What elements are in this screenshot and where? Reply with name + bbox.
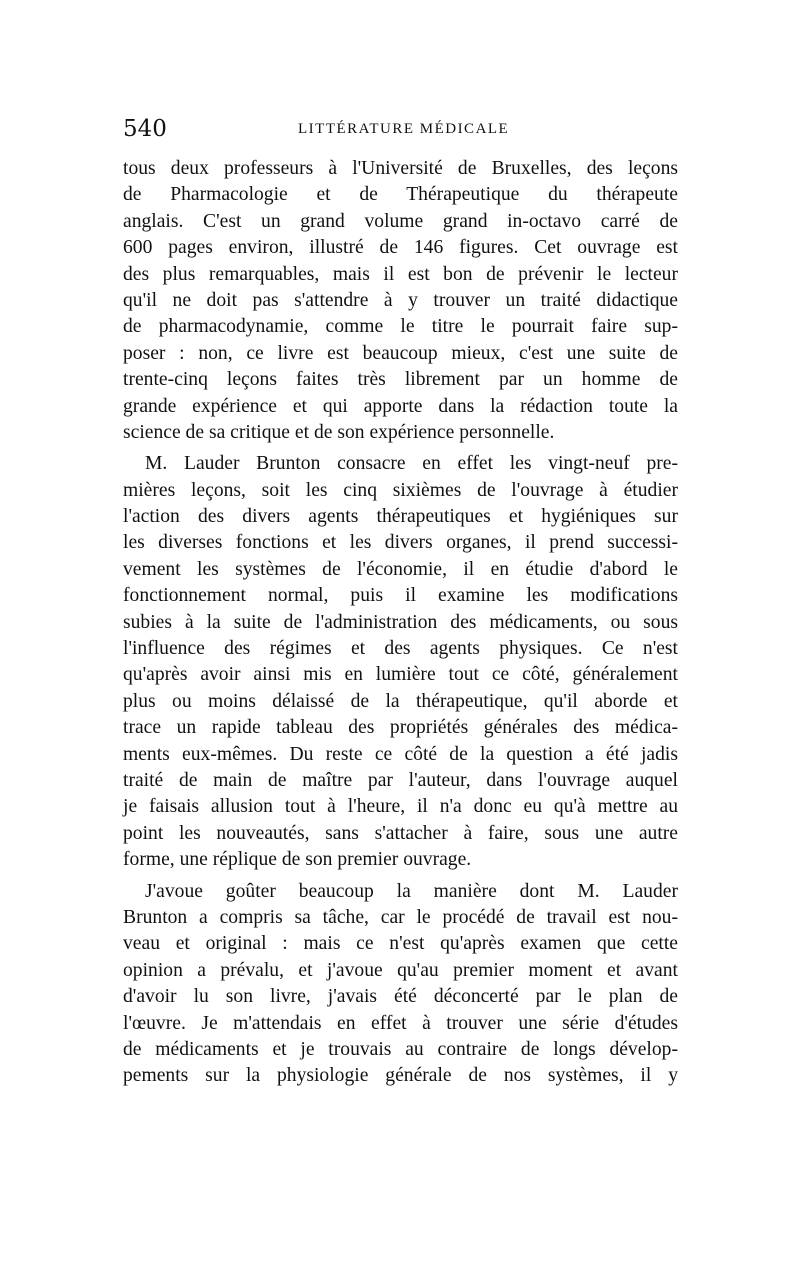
text-line: plus ou moins délaissé de la thérapeutique, qu'il aborde et (123, 690, 678, 712)
text-line: l'influence des régimes et des agents physiques. Ce n'est (123, 638, 678, 660)
text-line: l'action des divers agents thérapeutiques et hygiéniques sur (123, 506, 678, 528)
paragraph (123, 156, 678, 446)
text-line: trente-cinq leçons faites très librement par un homme de (123, 369, 678, 391)
text-line: opinion a prévalu, et j'avoue qu'au premier moment et avant (123, 959, 678, 981)
text-line: traité de main de maître par l'auteur, dans l'ouvrage auquel (123, 769, 678, 791)
text-line: de médicaments et je trouvais au contraire de longs dévelop- (123, 1038, 678, 1060)
paragraph (123, 451, 678, 873)
text-line: 600 pages environ, illustré de 146 figures. Cet ouvrage est (123, 237, 678, 259)
text-line: de Pharmacologie et de Thérapeutique du thérapeute (123, 184, 678, 206)
paragraph (123, 879, 678, 1090)
text-line: poser : non, ce livre est beaucoup mieux, c'est une suite de (123, 342, 678, 364)
text-line: tous deux professeurs à l'Université de Bruxelles, des leçons (123, 158, 678, 179)
running-title: LITTÉRATURE MÉDICALE (298, 121, 510, 137)
text-line: science de sa critique et de son expérience personnelle. (123, 421, 555, 443)
text-line: l'œuvre. Je m'attendais en effet à trouver une série d'études (123, 1012, 678, 1034)
text-line: pements sur la physiologie générale de nos systèmes, il y (123, 1065, 678, 1087)
text-line: forme, une réplique de son premier ouvrage. (123, 849, 472, 871)
text-line: mières leçons, soit les cinq sixièmes de l'ouvrage à étudier (123, 479, 678, 501)
text-line: de pharmacodynamie, comme le titre le pourrait faire sup- (123, 316, 678, 338)
text-line: ments eux-mêmes. Du reste ce côté de la question a été jadis (123, 743, 678, 765)
text-line: trace un rapide tableau des propriétés générales des médica- (123, 717, 678, 739)
page-number: 540 (123, 116, 167, 142)
page-header (123, 116, 678, 146)
text-line: M. Lauder Brunton consacre en effet les vingt-neuf pre- (145, 453, 678, 475)
text-line: vement les systèmes de l'économie, il en étudie d'abord le (123, 558, 678, 580)
text-line: veau et original : mais ce n'est qu'après examen que cette (123, 933, 678, 955)
text-line: point les nouveautés, sans s'attacher à faire, sous une autre (123, 822, 678, 844)
body-text (123, 156, 678, 1090)
text-line: les diverses fonctions et les divers organes, il prend successi- (123, 532, 678, 554)
text-line: des plus remarquables, mais il est bon de prévenir le lecteur (123, 263, 678, 285)
text-line: subies à la suite de l'administration des médicaments, ou sous (123, 611, 678, 633)
text-line: qu'après avoir ainsi mis en lumière tout ce côté, généralement (123, 664, 678, 686)
text-line: fonctionnement normal, puis il examine les modifications (123, 585, 678, 607)
text-line: Brunton a compris sa tâche, car le procédé de travail est nou- (123, 906, 678, 928)
text-line: J'avoue goûter beaucoup la manière dont M. Lauder (145, 880, 678, 902)
text-line: anglais. C'est un grand volume grand in-octavo carré de (123, 210, 678, 232)
text-line: qu'il ne doit pas s'attendre à y trouver un traité didactique (123, 289, 678, 311)
text-line: grande expérience et qui apporte dans la rédaction toute la (123, 395, 678, 417)
text-line: je faisais allusion tout à l'heure, il n'a donc eu qu'à mettre au (123, 796, 678, 818)
text-line: d'avoir lu son livre, j'avais été déconcerté par le plan de (123, 986, 678, 1008)
